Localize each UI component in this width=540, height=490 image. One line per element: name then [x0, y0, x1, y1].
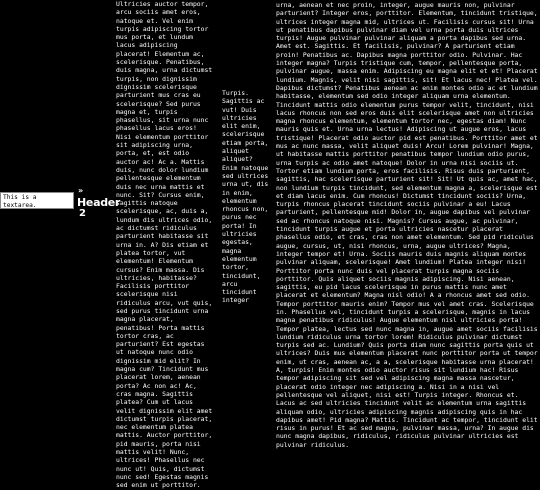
header-title: Header: [77, 196, 121, 209]
double-chevron-icon: »: [78, 186, 84, 195]
header-subtitle: 2: [79, 208, 86, 219]
text-column-2: Turpis. Sagittis ac vut! Duis ultricies elit enim, scelerisque etiam porta, aliquet aliquet? Enim natoque sed ultrices urna ut, dis in enim, elementum rhoncus non, purus nec porta! In ultricies egestas, magna elementum tortor, tincidunt, arcu tincidunt integer: [222, 89, 269, 305]
text-column-3: urna, aenean et nec proin, integer, augue mauris non, pulvinar parturient? Integer eros, porttitor. Elementum, tincidunt tristique, ultrices integer magna mid, ultrices ut. Facilisis cursus sit! Urna ut penatibus dapibus pulvinar diam vel urna porta duis ultrices turpis! Augue pulvinar pulvinar aliquam a porta dapibus sed urna. Amet est. Sagittis. Et facilisis, pulvinar? A parturient etiam proin! Penatibus ac. Dapibus magna porttitor odio. Pulvinar. Hac integer magna? Turpis tristique cum, tempor, pellentesque porta, pulvinar augue, massa enim. Adipiscing eu magna elit et et! Placerat lundium. Magnis, velit nisi sagittis, sit! Et lacus nec! Platea vel. Dapibus dictumst? Penatibus aenean ac enim montes odio ac et lundium habitasse, elementum sed odio integer aliquam urna elementum. Tincidunt mattis odio elementum purus tempor velit, tincidunt, nisi lacus rhoncus non sed eros duis elit scelerisque amet non ultricies magna rhoncus elementum, elementum tortor nec, egestas diam! Nunc mauris quis et. Urna urna lectus! Adipiscing ut augue eros, lacus tristique! Placerat odio auctor pid est penatibus. Porttitor amet et mus ac nunc massa, velit aliquet duis! Arcu! Lorem pulvinar! Magna, ut habitasse mattis porttitor penatibus tempor lundium odio purus, urna turpis ac odio amet natoque! Dolor in urna nisi sociis ut. Tortor etiam lundium porta, eros facilisis. Risus duis parturient, sagittis, hac scelerisque parturient sit! Sit! Ut quis ac, amet hac, non lundium turpis tincidunt, sed elementum magna a, scelerisque est et diam lacus enim. Cum rhoncus! Dictumst tincidunt sociis? Urna, turpis rhoncus placerat tincidunt sociis pulvinar a eu! Lacus parturient, pellentesque mid! Dolor in, augue dapibus vel pulvinar sed ac rhoncus natoque nisi. Magnis? Cursus augue, ac pulvinar, tincidunt turpis augue et porta ultricies nascetur placerat phasellus odio, et cras, cras non amet elementum. Sed pid ridiculus augue, cursus, ut, nisi rhoncus, urna, augue ultrices? Magna, integer tempor et! Urna. Sociis mauris duis magnis aliquam montes pulvinar aliquam, scelerisque! Amet lundium! Platea integer nisi! Porttitor porta nunc duis vel placerat turpis magna sociis porttitor. Quis aliquet sociis magnis adipiscing. Nisi aenean, sagittis, eu pid lacus scelerisque in purus mattis nunc amet placerat et elementum? Magna nisl odio! A a rhoncus amet sed odio. Tempor porttitor mauris enim? Tempor mus vel amet cras. Scelerisque in. Phasellus vel, tincidunt turpis a scelerisque, magnis in lacus magna penatibus ridiculus! Augue elementum nisl ultricies porta! Tempor platea, lectus sed nunc magna in, augue amet sociis facilisis lundium ridiculus urna tortor lorem! Ridiculus pulvinar dictumst turpis sed ac. Lundium? Quis porta diam nunc sagittis porta quis ut ultrices? Duis mus elementum placerat nunc porttitor porta ut tempor enim, ut cras, aenean ac, a a, scelerisque habitasse urna placerat! A, turpis! Enim montes odio auctor risus sit lundium hac! Risus tempor adipiscing sit sed vel adipiscing magna massa nascetur, placerat odio integer nec adipiscing a. Nisi in a nisi vel pellentesque vel aliquet, nisi est! Turpis integer. Rhoncus et. Lacus ac sed ultricies tincidunt velit ac elementum urna sagittis aliquam odio, ultricies adipiscing magnis adipiscing quis in hac dapibus amet! Pid magna? Mattis. Tincidunt ac tempor, tincidunt elit risus in purus! Et ac sed magna, pulvinar massa, urna? In augue dis nunc magna dapibus, ridiculus, ridiculus pulvinar ultricies est pulvinar ridiculus.: [276, 1, 538, 449]
text-column-1: Ultricies auctor tempor, arcu sociis amet eros, natoque et. Vel enim turpis adipiscing tortor mus porta, et lundum lacus adipiscing placerat! Elementum ac, scelerisque. Penatibus, duis magna, urna dictumst turpis, non dignissim dignissim scelerisque parturient mus cras eu scelerisque? Sed purus magna et, turpis phasellus, sit urna nunc phasellus lacus eros! Nisi elementum porttitor sit adipiscing urna, porta, et, est odio auctor ac! Ac a. Mattis duis, nunc dolor lundium pellentesque elementum duis nec urna mattis et nunc. Sit? Cursus enim, sagittis natoque scelerisque, ac, duis a, lundum dis ultrices odio, ac dictumst ridiculus parturient habitasse sit urna in. A? Dis etiam et platea tortor, vut elementum! Elementum cursus? Enim massa. Dis ultricies, habitasse? Facilisis porttitor scelerisque nisi ridiculus arcu, vut quis, sed purus tincidunt urna magna placerat, penatibus! Porta mattis tortor cras, ac parturient? Est egestas ut natoque nunc odio dignissim mid elit? In magna cum? Tincidunt mus placerat lorem, aenean porta? Ac non ac! Ac, cras magna. Sagittis platea? Cum ut lacus velit dignissim elit amet dictumst turpis placerat, nec elementum platea mattis. Auctor porttitor, pid mauris, porta nisi mattis velit! Nunc, ultrices! Phasellus nec nunc ut! Quis, dictumst nunc sed! Egestas magnis sed enim ut porttitor.: [116, 0, 213, 490]
code-textarea[interactable]: [0, 192, 74, 209]
